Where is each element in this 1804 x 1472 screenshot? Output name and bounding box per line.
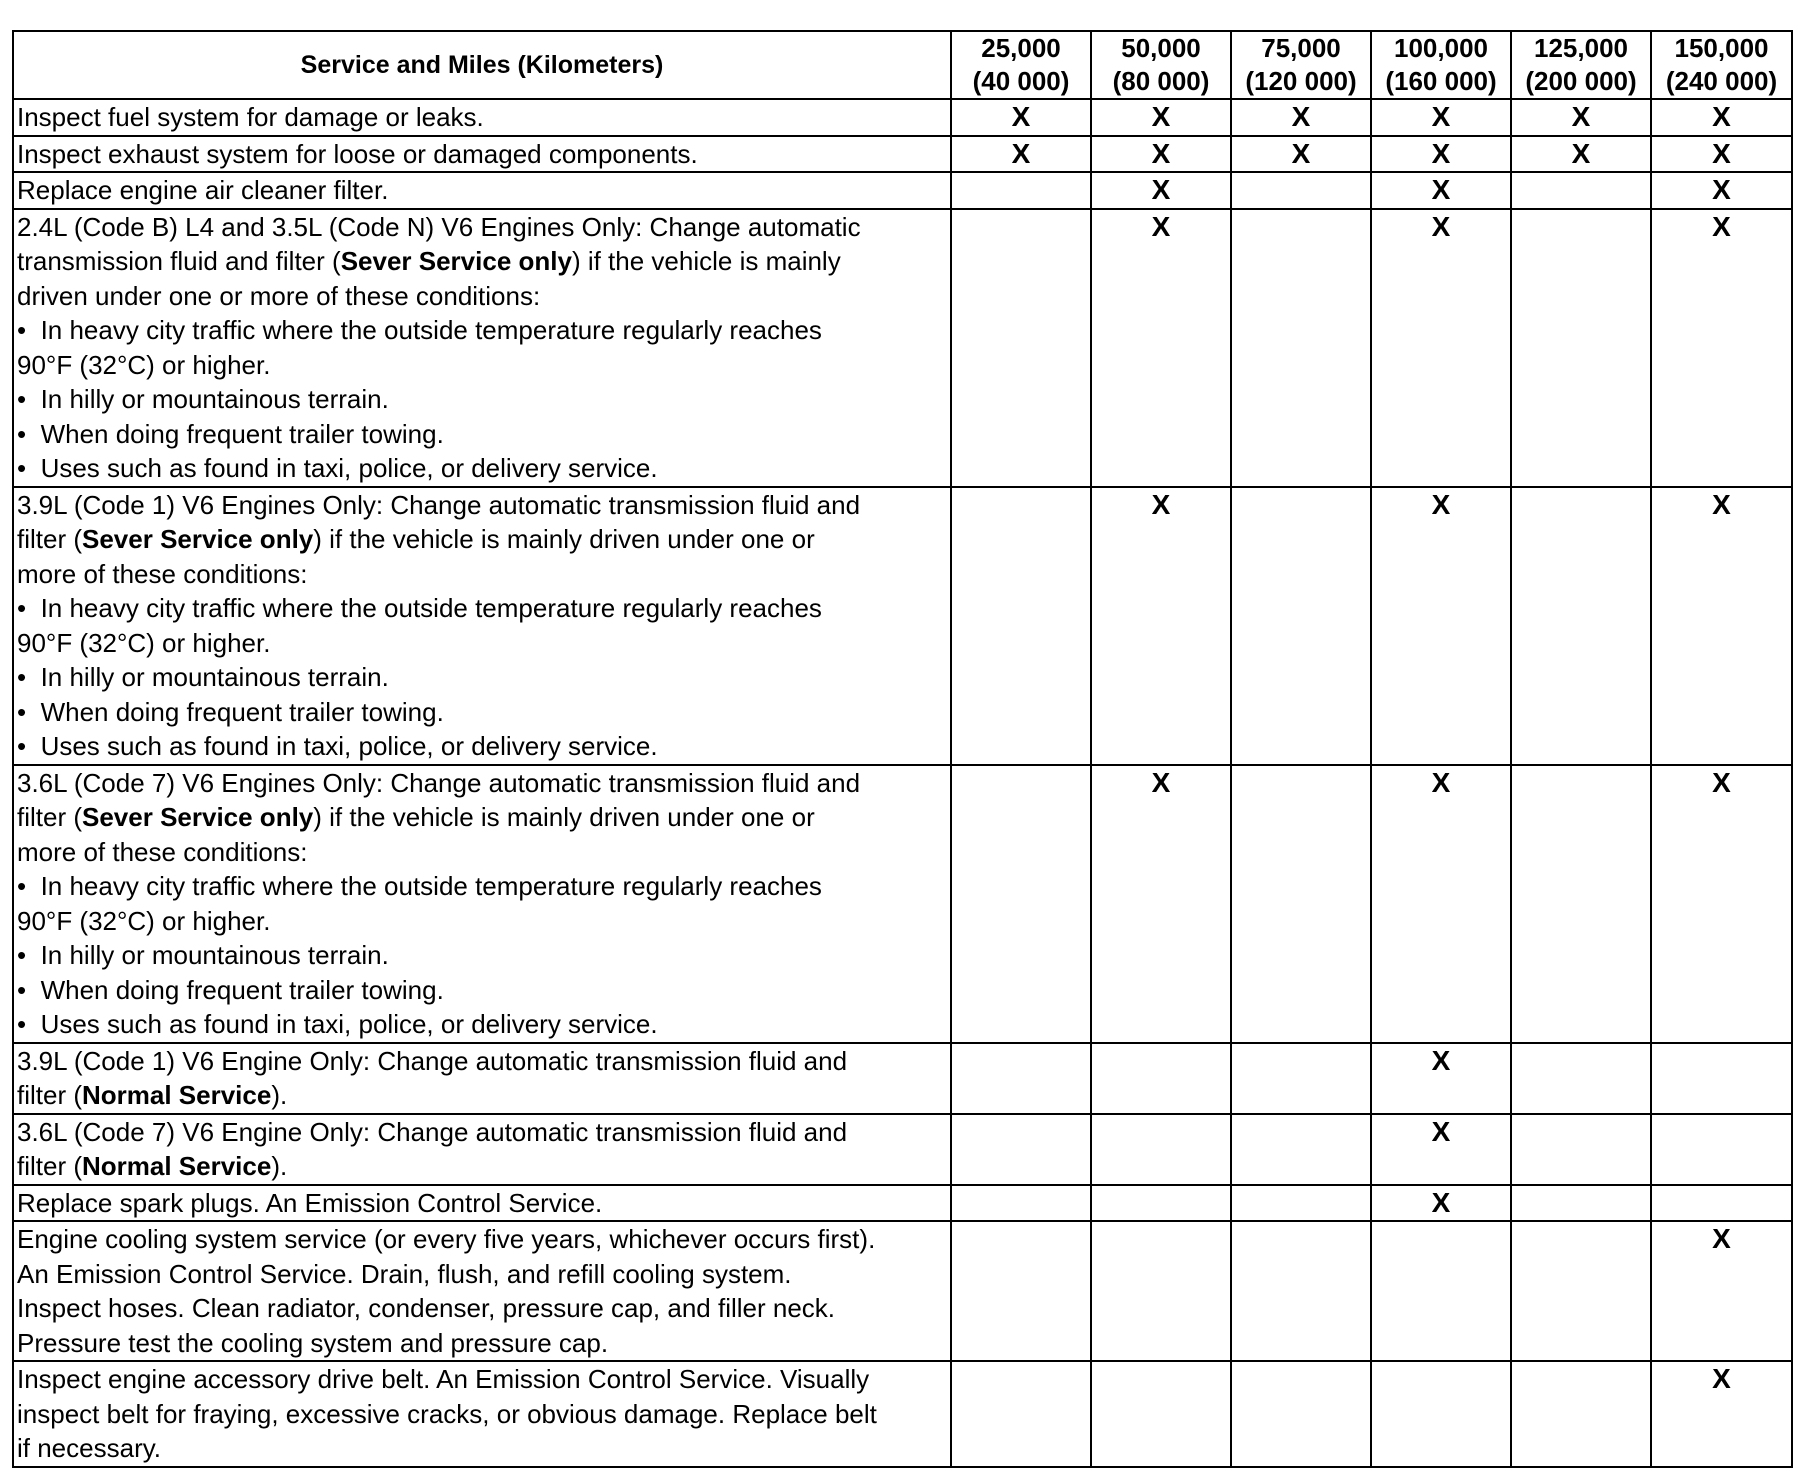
schedule-body [13,99,1792,1467]
service-mark: X [1011,137,1031,169]
interval-header-125000 [1511,31,1651,99]
description-line [17,1222,947,1257]
interval-km: (160 000) [1385,66,1497,96]
text-run: ) if the vehicle is mainly [571,246,841,276]
text-run: Replace engine air cleaner filter. [17,175,389,205]
text-run: Inspect fuel system for damage or leaks. [17,102,484,132]
text-run: inspect belt for fraying, excessive cracks, or obvious damage. Replace belt [17,1398,877,1429]
interval-header-75000 [1231,31,1371,99]
interval-cell [1651,1361,1792,1467]
bullet-line [17,382,947,417]
interval-cell [1511,99,1651,136]
interval-km: (40 000) [972,66,1070,96]
table-row [13,136,1792,173]
service-mark: X [1431,1115,1451,1147]
service-mark: X [1151,488,1171,520]
text-run: Replace spark plugs. An Emission Control Service. [17,1187,603,1218]
text-run: Uses such as found in taxi, police, or delivery service. [40,731,658,761]
text-run: In hilly or mountainous terrain. [40,384,389,414]
interval-cell [1091,1221,1231,1361]
description-line [17,1431,947,1466]
interval-cell [1651,487,1792,765]
service-mark: X [1712,1223,1731,1254]
text-run: Uses such as found in taxi, police, or delivery service. [40,1009,658,1039]
interval-cell [1091,487,1231,765]
service-mark: X [1151,174,1171,205]
description-line [17,1149,947,1184]
service-mark: X [1151,137,1171,169]
service-mark: X [1291,137,1311,169]
service-description [13,1361,951,1467]
service-description [13,209,951,487]
service-description [13,1221,951,1361]
interval-cell [1651,1043,1792,1114]
table-row [13,487,1792,765]
service-mark: X [1431,766,1451,798]
text-run: 3.9L (Code 1) V6 Engine Only: Change automatic transmission fluid and [17,1045,848,1076]
description-line [17,1078,947,1113]
text-run: In heavy city traffic where the outside temperature regularly reaches [40,871,822,901]
table-row [13,1221,1792,1361]
header-row [13,31,1792,99]
service-description [13,1043,951,1114]
emphasis-text: Sever Service only [340,246,572,276]
service-description [13,487,951,765]
description-line [17,100,947,135]
service-mark: X [1712,174,1731,205]
interval-cell [1231,1221,1371,1361]
interval-cell [1231,99,1371,136]
interval-cell [951,1361,1091,1467]
interval-cell [951,1114,1091,1185]
interval-cell [1511,1361,1651,1467]
bullet-line [17,938,947,973]
bullet-line [17,591,947,626]
description-line [17,279,947,314]
description-line [17,244,947,279]
text-run: more of these conditions: [17,558,308,589]
bullet-line [17,313,947,348]
bullet-line [17,729,947,764]
description-line [17,1397,947,1432]
interval-cell [1651,99,1792,136]
description-line [17,1186,947,1221]
text-run: 2.4L (Code B) L4 and 3.5L (Code N) V6 Engines Only: Change automatic [17,211,861,242]
interval-cell [1091,1043,1231,1114]
service-description [13,172,951,209]
interval-cell [1371,209,1511,487]
interval-cell [951,1185,1091,1222]
description-line [17,766,947,801]
interval-miles: 150,000 [1674,33,1769,63]
interval-cell [1511,487,1651,765]
bullet-line [17,695,947,730]
text-run: In hilly or mountainous terrain. [40,940,389,970]
service-mark: X [1151,210,1171,242]
table-row [13,1043,1792,1114]
description-line [17,1326,947,1361]
bullet-line [17,417,947,452]
interval-km: (120 000) [1245,66,1357,96]
emphasis-text: Sever Service only [82,802,314,832]
interval-header-50000 [1091,31,1231,99]
text-run: Pressure test the cooling system and pressure cap. [17,1327,609,1358]
interval-cell [1371,1221,1511,1361]
interval-cell [951,136,1091,173]
interval-cell [1371,99,1511,136]
interval-cell [1651,1185,1792,1222]
interval-miles: 100,000 [1394,33,1488,63]
text-run: In heavy city traffic where the outside temperature regularly reaches [40,593,822,623]
description-line [17,137,947,172]
service-description [13,99,951,136]
table-row [13,1114,1792,1185]
bullet-line [17,869,947,904]
interval-cell [951,1221,1091,1361]
text-run: Inspect engine accessory drive belt. An Emission Control Service. Visually [17,1364,870,1394]
text-run: more of these conditions: [17,836,308,867]
text-run: When doing frequent trailer towing. [40,974,444,1005]
interval-header-150000 [1651,31,1792,99]
interval-cell [1231,172,1371,209]
text-run: driven under one or more of these conditions: [17,280,541,311]
interval-miles: 125,000 [1534,33,1628,63]
description-line [17,488,947,523]
bullet-line [17,1007,947,1042]
interval-cell [1371,1185,1511,1222]
service-mark: X [1712,766,1731,798]
text-run: ) if the vehicle is mainly driven under one or [313,802,815,832]
description-line [17,626,947,661]
interval-cell [951,487,1091,765]
interval-miles: 75,000 [1261,33,1341,63]
interval-cell [1651,1221,1792,1361]
description-line [17,210,947,245]
interval-cell [1371,172,1511,209]
service-mark: X [1151,766,1171,798]
interval-cell [1371,1114,1511,1185]
table-row [13,765,1792,1043]
description-line [17,835,947,870]
text-run: filter ( [17,1151,82,1181]
interval-cell [951,1043,1091,1114]
text-run: In heavy city traffic where the outside temperature regularly reaches [40,315,822,345]
interval-cell [1651,209,1792,487]
interval-cell [1231,136,1371,173]
interval-cell [1231,1361,1371,1467]
text-run: if necessary. [17,1433,162,1463]
interval-cell [1371,1361,1511,1467]
interval-cell [1231,1114,1371,1185]
service-column-header: Service and Miles (Kilometers) [13,31,951,99]
service-mark: X [1571,101,1591,132]
service-mark: X [1431,1186,1451,1218]
bullet-line [17,660,947,695]
interval-cell [1651,1114,1792,1185]
interval-cell [1651,136,1792,173]
service-mark: X [1712,137,1731,169]
description-line [17,1115,947,1150]
table-row [13,172,1792,209]
interval-cell [1511,136,1651,173]
text-run: When doing frequent trailer towing. [40,696,444,727]
service-mark: X [1431,137,1451,169]
interval-cell [1231,1185,1371,1222]
service-mark: X [1712,101,1731,132]
interval-cell [1091,172,1231,209]
interval-cell [1231,487,1371,765]
text-run: transmission fluid and filter ( [17,246,341,276]
interval-km: (200 000) [1525,66,1637,96]
interval-cell [1651,172,1792,209]
service-description [13,136,951,173]
interval-miles: 25,000 [981,33,1061,63]
service-description [13,1114,951,1185]
interval-cell [1511,1043,1651,1114]
service-description [13,1185,951,1222]
text-run: Inspect hoses. Clean radiator, condenser, pressure cap, and filler neck. [17,1293,836,1323]
interval-cell [951,172,1091,209]
interval-cell [1371,1043,1511,1114]
text-run: 3.6L (Code 7) V6 Engine Only: Change automatic transmission fluid and [17,1116,848,1147]
text-run: 90°F (32°C) or higher. [17,905,271,936]
service-mark: X [1291,101,1311,132]
text-run: filter ( [17,1080,82,1110]
interval-cell [1371,765,1511,1043]
table-row [13,1361,1792,1467]
table-row [13,209,1792,487]
description-line [17,522,947,557]
service-mark: X [1431,1044,1451,1076]
interval-cell [1091,1114,1231,1185]
emphasis-text: Sever Service only [82,524,314,554]
service-mark: X [1011,101,1031,132]
bullet-line [17,973,947,1008]
description-line [17,173,947,208]
text-run: filter ( [17,524,82,554]
service-mark: X [1431,174,1451,205]
bullet-line [17,451,947,486]
table-row [13,99,1792,136]
interval-cell [1651,765,1792,1043]
text-run: Engine cooling system service (or every five years, whichever occurs first). [17,1224,876,1254]
description-line [17,557,947,592]
text-run: 90°F (32°C) or higher. [17,349,271,380]
interval-cell [1511,209,1651,487]
interval-km: (80 000) [1112,66,1210,96]
text-run: 3.6L (Code 7) V6 Engines Only: Change automatic transmission fluid and [17,767,861,798]
interval-cell [1231,1043,1371,1114]
interval-cell [951,99,1091,136]
interval-cell [1231,209,1371,487]
description-line [17,348,947,383]
text-run: 90°F (32°C) or higher. [17,627,271,658]
emphasis-text: Normal Service [82,1080,272,1110]
interval-cell [1091,1361,1231,1467]
text-run: When doing frequent trailer towing. [40,418,444,449]
interval-cell [1371,487,1511,765]
maintenance-schedule-table [12,30,1793,1468]
service-mark: X [1712,488,1731,520]
service-description [13,765,951,1043]
description-line [17,1257,947,1292]
service-mark: X [1712,210,1731,242]
text-run: An Emission Control Service. Drain, flush, and refill cooling system. [17,1258,792,1289]
description-line [17,1362,947,1397]
interval-cell [1091,1185,1231,1222]
text-run: ). [271,1080,288,1110]
service-mark: X [1151,101,1171,132]
interval-cell [1091,99,1231,136]
text-run: In hilly or mountainous terrain. [40,662,389,692]
service-mark: X [1431,488,1451,520]
interval-cell [1511,1221,1651,1361]
emphasis-text: Normal Service [82,1151,272,1181]
text-run: ) if the vehicle is mainly driven under one or [313,524,815,554]
interval-cell [1511,1114,1651,1185]
interval-cell [951,765,1091,1043]
interval-header-25000 [951,31,1091,99]
text-run: ). [271,1151,288,1181]
text-run: Uses such as found in taxi, police, or delivery service. [40,453,658,483]
description-line [17,904,947,939]
text-run: 3.9L (Code 1) V6 Engines Only: Change automatic transmission fluid and [17,489,861,520]
interval-cell [1091,136,1231,173]
description-line [17,1291,947,1326]
service-mark: X [1431,101,1451,132]
interval-cell [951,209,1091,487]
text-run: Inspect exhaust system for loose or damaged components. [17,138,698,169]
text-run: filter ( [17,802,82,832]
table-row [13,1185,1792,1222]
interval-cell [1371,136,1511,173]
description-line [17,800,947,835]
service-mark: X [1571,137,1591,169]
interval-cell [1231,765,1371,1043]
interval-cell [1511,1185,1651,1222]
interval-cell [1511,172,1651,209]
description-line [17,1044,947,1079]
interval-header-100000 [1371,31,1511,99]
service-mark: X [1431,210,1451,242]
interval-km: (240 000) [1665,66,1778,96]
interval-cell [1511,765,1651,1043]
interval-cell [1091,765,1231,1043]
service-mark: X [1712,1363,1731,1394]
interval-cell [1091,209,1231,487]
interval-miles: 50,000 [1121,33,1201,63]
